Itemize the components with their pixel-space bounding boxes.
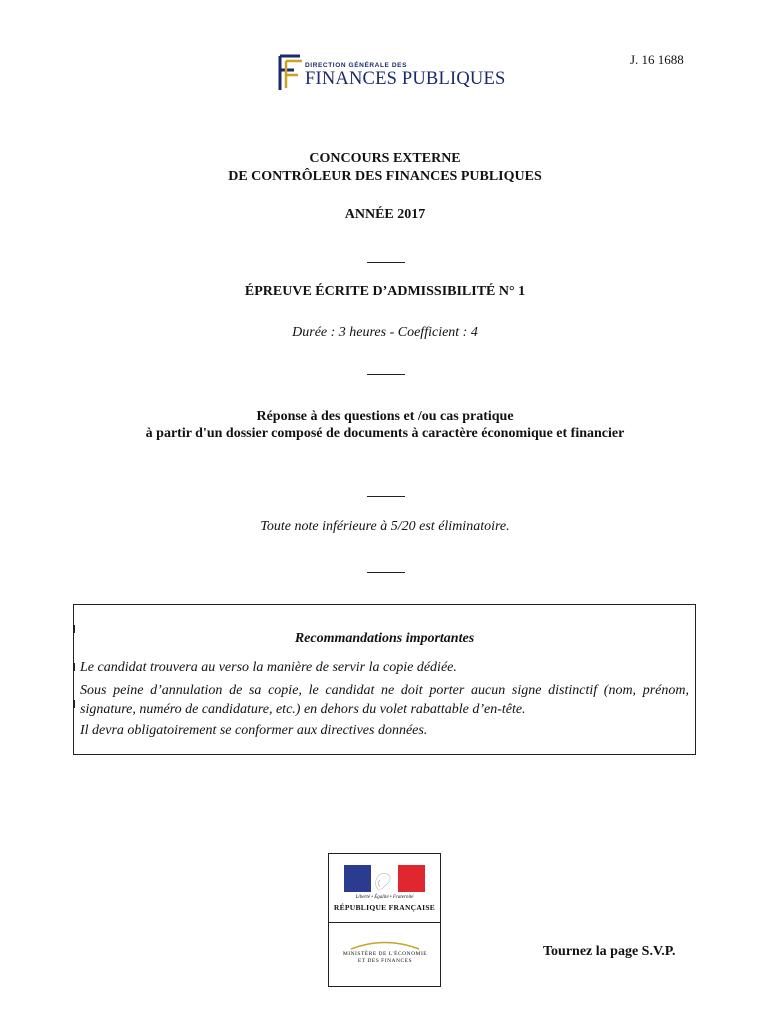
separator (367, 374, 405, 375)
elimination-note: Toute note inférieure à 5/20 est éliminatoire. (260, 519, 510, 534)
recommendation-2: Sous peine d’annulation de sa copie, le candidat ne doit porter aucun signe distinctif (nom, prénom, signature, numéro de candidature, etc.) en dehors du volet rabattable d’en-tête. (80, 683, 689, 717)
dgfip-logo (276, 52, 506, 92)
logo-line1: DIRECTION GÉNÉRALE DES (305, 62, 408, 69)
separator (367, 262, 405, 263)
ministry-arc-icon (349, 938, 421, 950)
exam-duration: Durée : 3 heures - Coefficient : 4 (292, 325, 478, 340)
recommendations-title: Recommandations importantes (294, 631, 475, 646)
logo-divider (329, 922, 440, 923)
logo-line2: FINANCES PUBLIQUES (305, 69, 506, 89)
exam-year: ANNÉE 2017 (344, 207, 426, 222)
dgfip-f-icon (276, 52, 304, 92)
recommendations-box (73, 604, 696, 755)
turn-page-note: Tournez la page S.V.P. (543, 944, 676, 959)
exam-description-line1: Réponse à des questions et /ou cas pratique (256, 409, 514, 424)
marianne-flag-icon (344, 865, 425, 892)
title-line2: DE CONTRÔLEUR DES FINANCES PUBLIQUES (228, 169, 542, 184)
ministry-line2: ET DES FINANCES (357, 958, 413, 964)
box-tick (73, 663, 75, 671)
ministry-name (333, 951, 437, 965)
separator (367, 496, 405, 497)
box-tick (73, 700, 75, 708)
republic-motto: Liberté • Égalité • Fraternité (355, 895, 414, 900)
recommendation-1: Le candidat trouvera au verso la manière de servir la copie dédiée. (80, 660, 457, 675)
exam-description-line2: à partir d'un dossier composé de documents à caractère économique et financier (145, 426, 625, 441)
title-line1: CONCOURS EXTERNE (309, 151, 461, 166)
government-logo-block (328, 853, 441, 987)
document-reference: J. 16 1688 (630, 52, 684, 67)
exam-name: ÉPREUVE ÉCRITE D’ADMISSIBILITÉ N° 1 (244, 284, 526, 299)
separator (367, 572, 405, 573)
republic-name: RÉPUBLIQUE FRANÇAISE (333, 903, 436, 912)
ministry-line1: MINISTÈRE DE L'ÉCONOMIE (342, 951, 428, 957)
recommendation-3: Il devra obligatoirement se conformer aux directives données. (80, 723, 428, 738)
